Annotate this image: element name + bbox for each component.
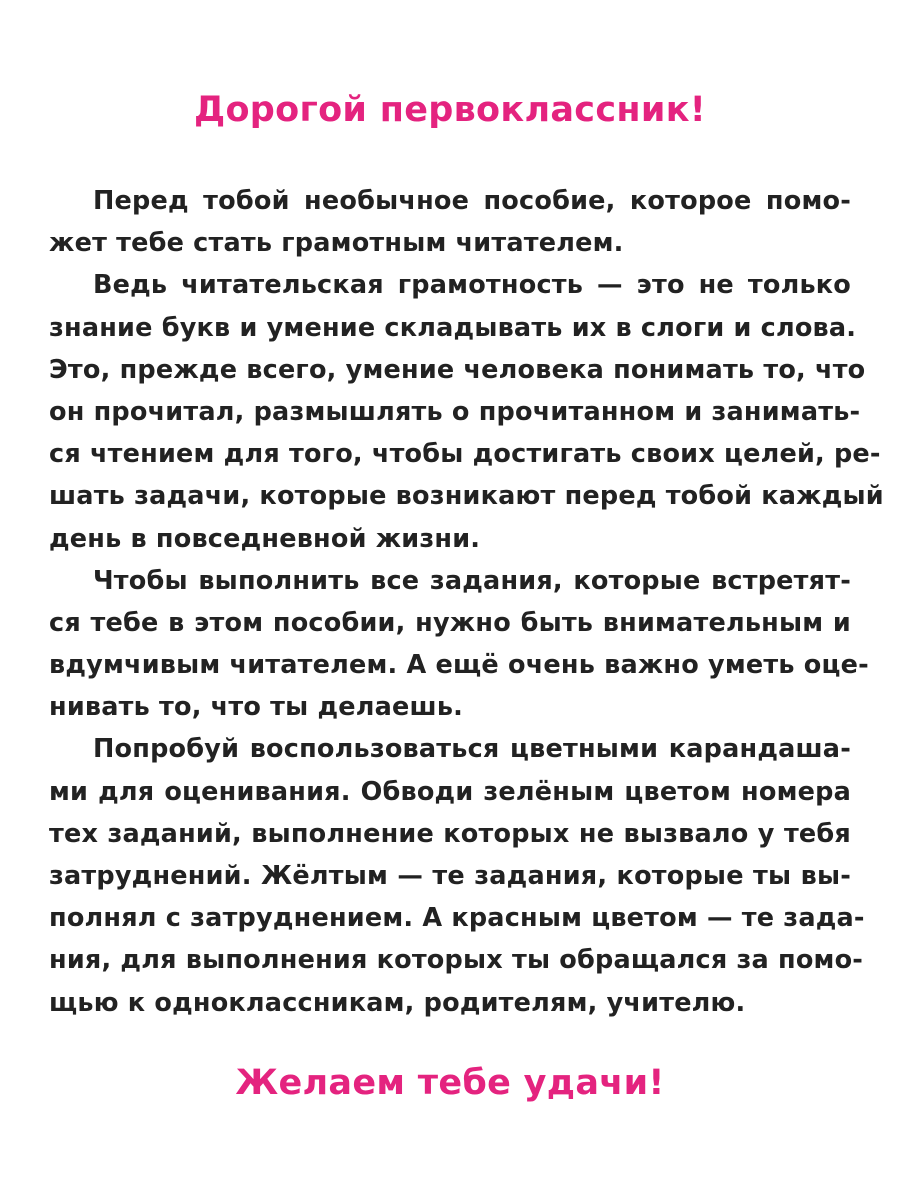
text-line: ми для оценивания. Обводи зелёным цветом номера xyxy=(49,776,851,807)
text-line: шать задачи, которые возникают перед тобой каждый xyxy=(49,481,884,512)
text-line: он прочитал, размышлять о прочитанном и занимать- xyxy=(49,396,861,427)
text-line: нивать то, что ты делаешь. xyxy=(49,692,464,723)
text-line: ся чтением для того, чтобы достигать своих целей, ре- xyxy=(49,439,881,470)
closing-wish: Желаем тебе удачи! xyxy=(235,1063,665,1103)
text-line: ния, для выполнения которых ты обращался за помо- xyxy=(49,945,864,976)
text-line: ся тебе в этом пособии, нужно быть внимательным и xyxy=(49,607,851,638)
text-line: тех заданий, выполнение которых не вызвало у тебя xyxy=(49,818,851,849)
letter-body xyxy=(49,180,884,1024)
text-line: день в повседневной жизни. xyxy=(49,523,481,554)
text-line: Перед тобой необычное пособие, которое помо- xyxy=(93,186,851,216)
text-line: полнял с затруднением. А красным цветом — те зада- xyxy=(49,903,865,934)
text-line: Это, прежде всего, умение человека понимать то, что xyxy=(49,354,866,385)
text-line: Ведь читательская грамотность — это не только xyxy=(93,270,851,301)
text-line: знание букв и умение складывать их в слоги и слова. xyxy=(49,312,857,343)
text-line: щью к одноклассникам, родителям, учителю. xyxy=(49,987,746,1018)
text-line: Чтобы выполнить все задания, которые встретят- xyxy=(93,565,851,596)
page-title: Дорогой первоклассник! xyxy=(193,90,707,130)
text-line: Попробуй воспользоваться цветными карандаша- xyxy=(93,734,851,765)
text-line: жет тебе стать грамотным читателем. xyxy=(49,228,624,259)
text-line: вдумчивым читателем. А ещё очень важно уметь оце- xyxy=(49,650,869,681)
text-line: затруднений. Жёлтым — те задания, которые ты вы- xyxy=(49,861,851,891)
